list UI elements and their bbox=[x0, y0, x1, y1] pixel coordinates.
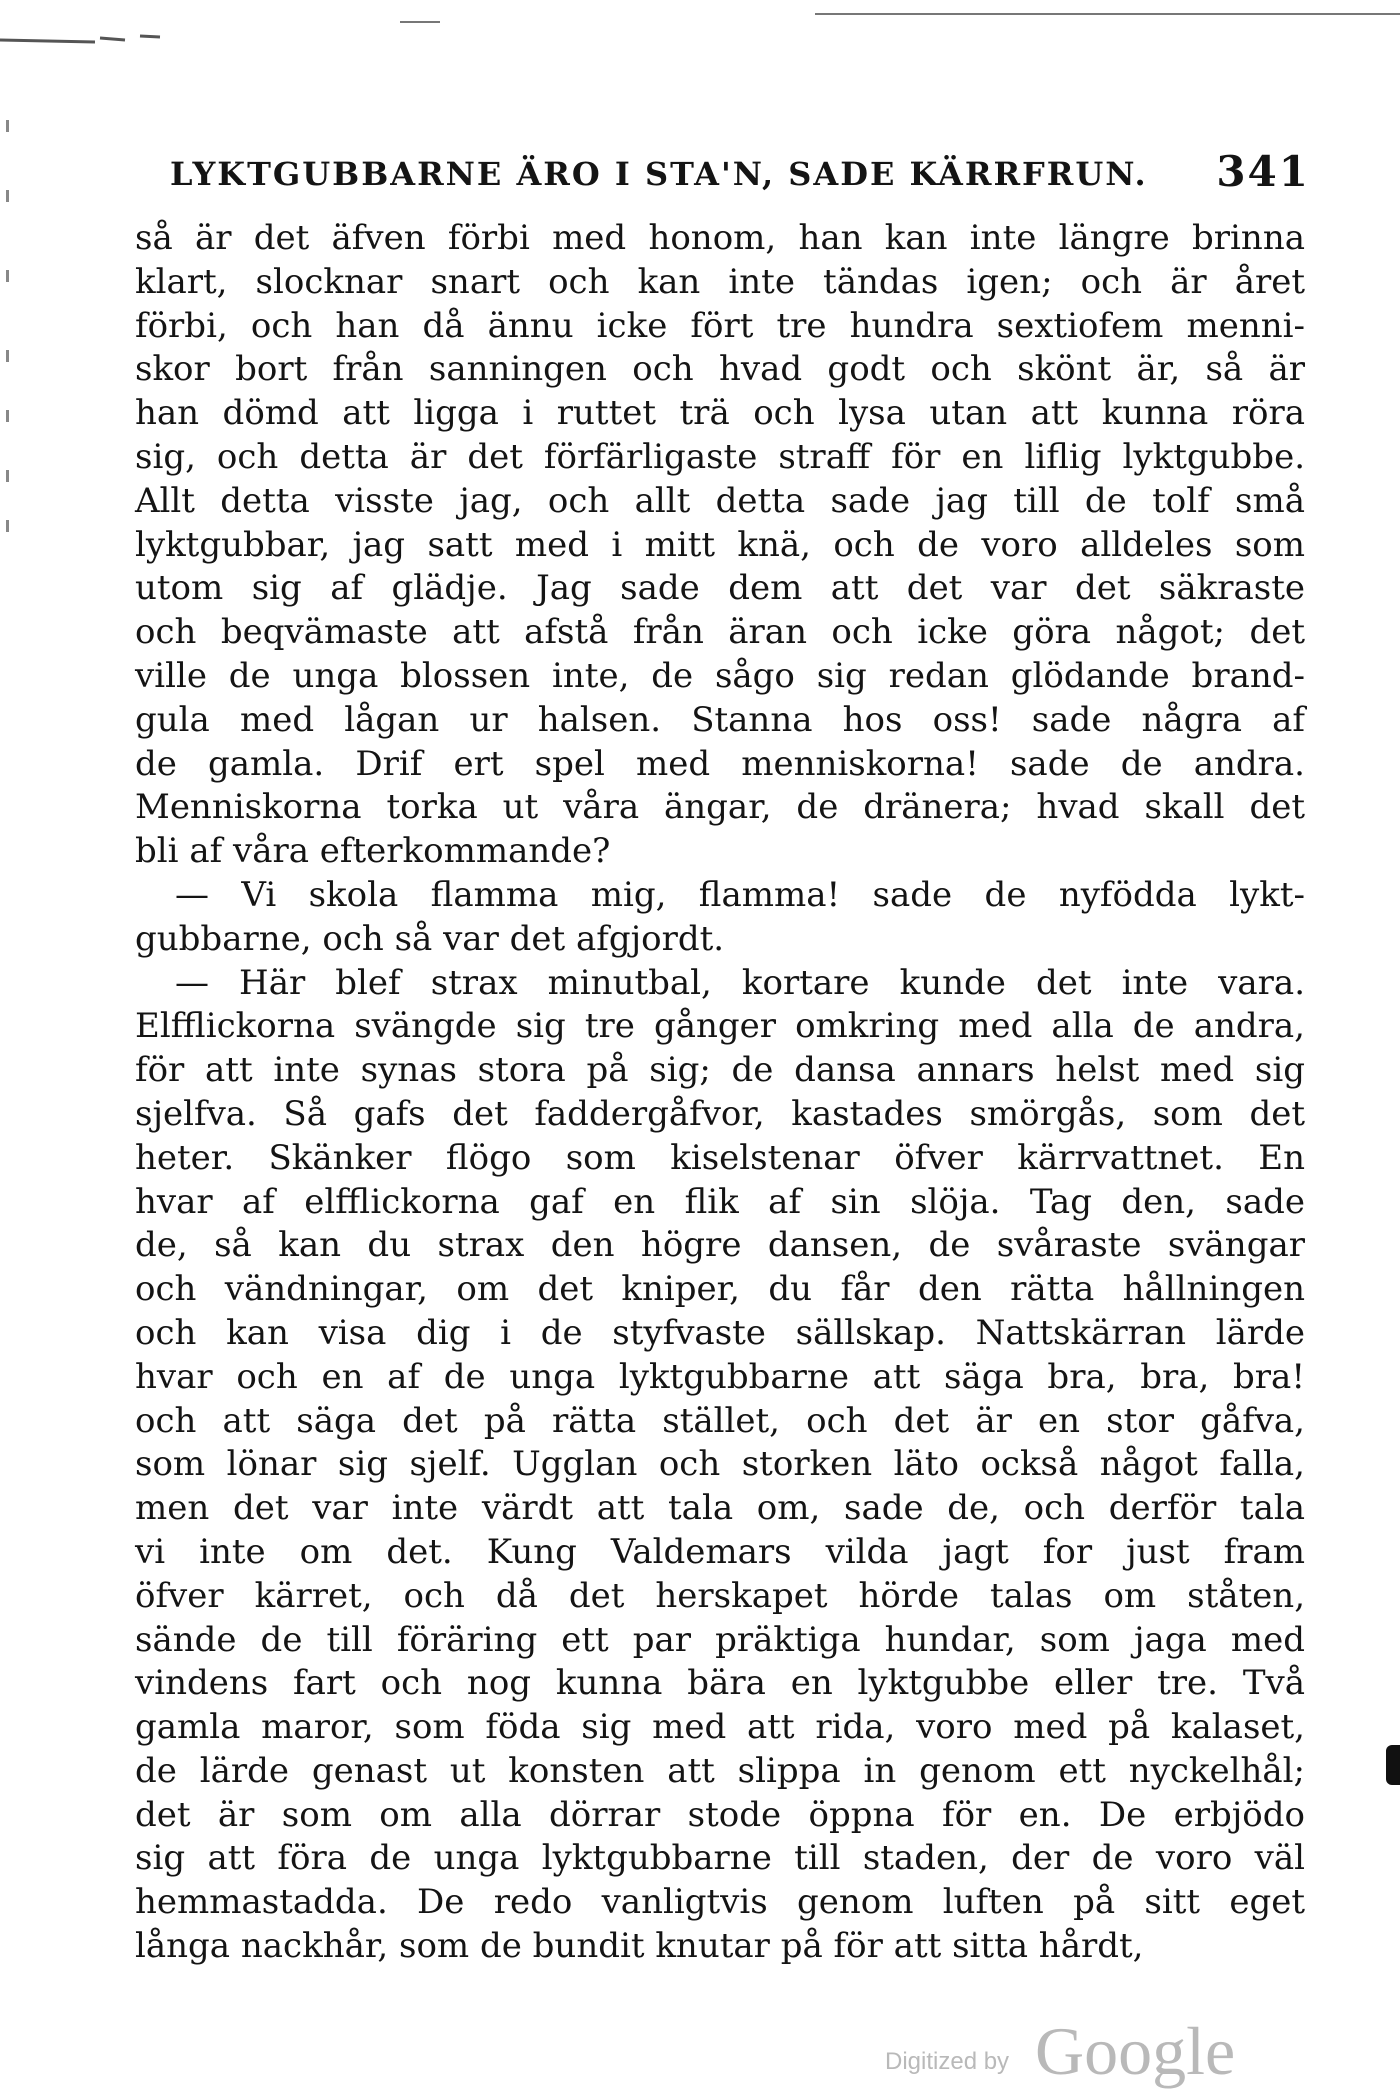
text-line: Menniskorna torka ut våra ängar, de dränera; hvad skall det bbox=[135, 787, 1305, 828]
text-line: så är det äfven förbi med honom, han kan inte längre brinna bbox=[135, 218, 1305, 258]
text-line: skor bort från sanningen och hvad godt och skönt är, så är bbox=[135, 349, 1305, 390]
text-line: för att inte synas stora på sig; de dansa annars helst med sig bbox=[135, 1050, 1305, 1091]
text-line: gamla maror, som föda sig med att rida, voro med på kalaset, bbox=[135, 1707, 1305, 1748]
text-line: sig, och detta är det förfärligaste straff för en liflig lyktgubbe. bbox=[135, 436, 1305, 477]
google-logo: Google bbox=[1035, 2013, 1236, 2089]
text-line: klart, slocknar snart och kan inte tändas igen; och är året bbox=[135, 261, 1305, 302]
scan-edge-tab bbox=[1386, 1745, 1400, 1785]
text-line: — Här blef strax minutbal, kortare kunde det inte vara. bbox=[175, 962, 1305, 1003]
text-line: heter. Skänker flögo som kiselstenar öfver kärrvattnet. En bbox=[135, 1137, 1305, 1178]
text-line: förbi, och han då ännu icke fört tre hundra sextiofem menni- bbox=[135, 305, 1305, 346]
watermark-prefix: Digitized by bbox=[885, 2048, 1010, 2075]
text-line: men det var inte värdt att tala om, sade de, och derför tala bbox=[135, 1488, 1305, 1529]
text-line: Elfflickorna svängde sig tre gånger omkring med alla de andra, bbox=[135, 1006, 1305, 1047]
digitized-watermark bbox=[885, 2010, 1305, 2089]
text-line: gubbarne, och så var det afgjordt. bbox=[135, 918, 725, 959]
text-line: — Vi skola flamma mig, flamma! sade de nyfödda lykt- bbox=[175, 874, 1305, 915]
page-number: 341 bbox=[1216, 147, 1310, 196]
text-line: och beqvämaste att afstå från äran och icke göra något; det bbox=[135, 612, 1305, 653]
text-line: hvar af elfflickorna gaf en flik af sin slöja. Tag den, sade bbox=[135, 1181, 1305, 1222]
text-line: sig att föra de unga lyktgubbarne till staden, der de voro väl bbox=[135, 1838, 1305, 1879]
text-line: det är som om alla dörrar stode öppna för en. De erbjödo bbox=[135, 1794, 1305, 1835]
scan-edge-marks bbox=[0, 0, 1400, 60]
text-line: de, så kan du strax den högre dansen, de svåraste svängar bbox=[135, 1225, 1305, 1266]
text-line: ville de unga blossen inte, de sågo sig redan glödande brand- bbox=[135, 655, 1305, 696]
text-line: de gamla. Drif ert spel med menniskorna! sade de andra. bbox=[135, 743, 1305, 784]
text-line: och kan visa dig i de styfvaste sällskap. Nattskärran lärde bbox=[135, 1312, 1305, 1353]
text-line: hemmastadda. De redo vanligtvis genom luften på sitt eget bbox=[135, 1882, 1305, 1923]
text-line: Allt detta visste jag, och allt detta sade jag till de tolf små bbox=[135, 480, 1305, 521]
text-line: sände de till föräring ett par präktiga hundar, som jaga med bbox=[135, 1619, 1305, 1660]
text-line: och vändningar, om det kniper, du får den rätta hållningen bbox=[135, 1269, 1305, 1310]
text-line: som lönar sig sjelf. Ugglan och storken läto också något falla, bbox=[135, 1444, 1305, 1485]
text-line: hvar och en af de unga lyktgubbarne att säga bra, bra, bra! bbox=[135, 1356, 1305, 1397]
text-line: utom sig af glädje. Jag sade dem att det var det säkraste bbox=[135, 568, 1305, 609]
running-title: LYKTGUBBARNE ÄRO I STA'N, SADE KÄRRFRUN. bbox=[170, 155, 1148, 193]
running-header bbox=[170, 147, 1310, 196]
text-line: vindens fart och nog kunna bära en lyktgubbe eller tre. Två bbox=[135, 1663, 1305, 1704]
text-line: de lärde genast ut konsten att slippa in genom ett nyckelhål; bbox=[135, 1750, 1305, 1791]
text-line: och att säga det på rätta stället, och det är en stor gåfva, bbox=[135, 1400, 1305, 1441]
text-line: gula med lågan ur halsen. Stanna hos oss! sade några af bbox=[135, 699, 1305, 740]
text-line: långa nackhår, som de bundit knutar på för att sitta hårdt, bbox=[135, 1926, 1144, 1967]
text-line: lyktgubbar, jag satt med i mitt knä, och de voro alldeles som bbox=[135, 524, 1305, 565]
margin-specks bbox=[6, 110, 16, 810]
text-line: sjelfva. Så gafs det faddergåfvor, kastades smörgås, som det bbox=[135, 1093, 1305, 1134]
body-text bbox=[135, 217, 1305, 1969]
text-line: bli af våra efterkommande? bbox=[135, 831, 611, 872]
text-line: han dömd att ligga i ruttet trä och lysa utan att kunna röra bbox=[135, 393, 1305, 434]
text-line: vi inte om det. Kung Valdemars vilda jagt for just fram bbox=[135, 1531, 1305, 1572]
text-line: öfver kärret, och då det herskapet hörde talas om ståten, bbox=[135, 1575, 1305, 1616]
